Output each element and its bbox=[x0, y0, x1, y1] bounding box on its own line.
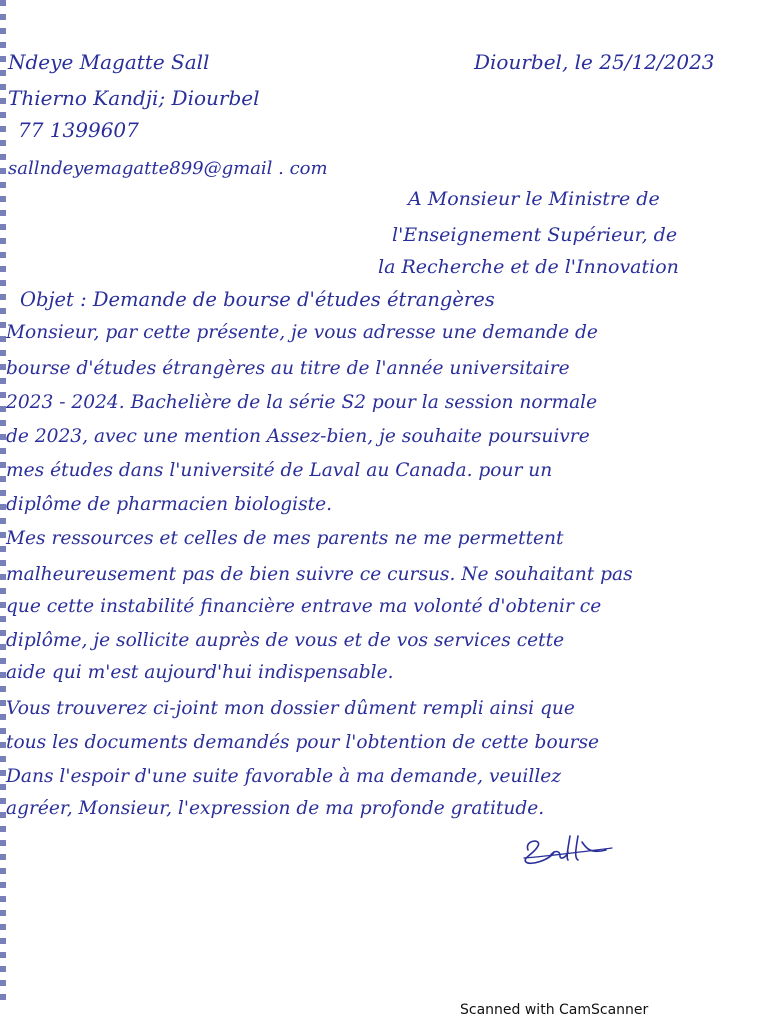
recipient-line: l'Enseignement Supérieur, de bbox=[392, 224, 678, 246]
body-line: aide qui m'est aujourd'hui indispensable. bbox=[6, 662, 394, 683]
body-line: agréer, Monsieur, l'expression de ma profonde gratitude. bbox=[6, 798, 545, 819]
body-line: mes études dans l'université de Laval au Canada. pour un bbox=[6, 460, 553, 481]
body-line: diplôme de pharmacien biologiste. bbox=[6, 494, 333, 515]
handwritten-signature bbox=[520, 828, 620, 868]
body-line: tous les documents demandés pour l'obtention de cette bourse bbox=[6, 732, 600, 753]
place-date: Diourbel, le 25/12/2023 bbox=[474, 50, 715, 74]
signature-scribble bbox=[520, 828, 620, 868]
sender-name: Ndeye Magatte Sall bbox=[8, 50, 210, 74]
body-line: Monsieur, par cette présente, je vous adresse une demande de bbox=[6, 322, 598, 343]
recipient-line: la Recherche et de l'Innovation bbox=[378, 256, 679, 278]
body-line: malheureusement pas de bien suivre ce cursus. Ne souhaitant pas bbox=[6, 564, 633, 585]
scanner-watermark: Scanned with CamScanner bbox=[460, 1002, 649, 1018]
letter-object: Objet : Demande de bourse d'études étrangères bbox=[20, 288, 495, 311]
body-line: Vous trouverez ci-joint mon dossier dûment rempli ainsi que bbox=[6, 698, 575, 719]
body-line: diplôme, je sollicite auprès de vous et de vos services cette bbox=[6, 630, 565, 651]
sender-email: sallndeyemagatte899@gmail . com bbox=[8, 158, 328, 179]
sender-address: Thierno Kandji; Diourbel bbox=[8, 86, 260, 110]
body-line: Dans l'espoir d'une suite favorable à ma demande, veuillez bbox=[6, 766, 562, 787]
recipient-line: A Monsieur le Ministre de bbox=[408, 188, 660, 210]
sender-phone: 77 1399607 bbox=[18, 118, 139, 142]
body-line: que cette instabilité financière entrave ma volonté d'obtenir ce bbox=[6, 596, 602, 617]
body-line: Mes ressources et celles de mes parents ne me permettent bbox=[6, 528, 564, 549]
body-line: 2023 - 2024. Bachelière de la série S2 pour la session normale bbox=[6, 392, 598, 413]
body-line: de 2023, avec une mention Assez-bien, je souhaite poursuivre bbox=[6, 426, 590, 447]
body-line: bourse d'études étrangères au titre de l'année universitaire bbox=[6, 358, 570, 379]
